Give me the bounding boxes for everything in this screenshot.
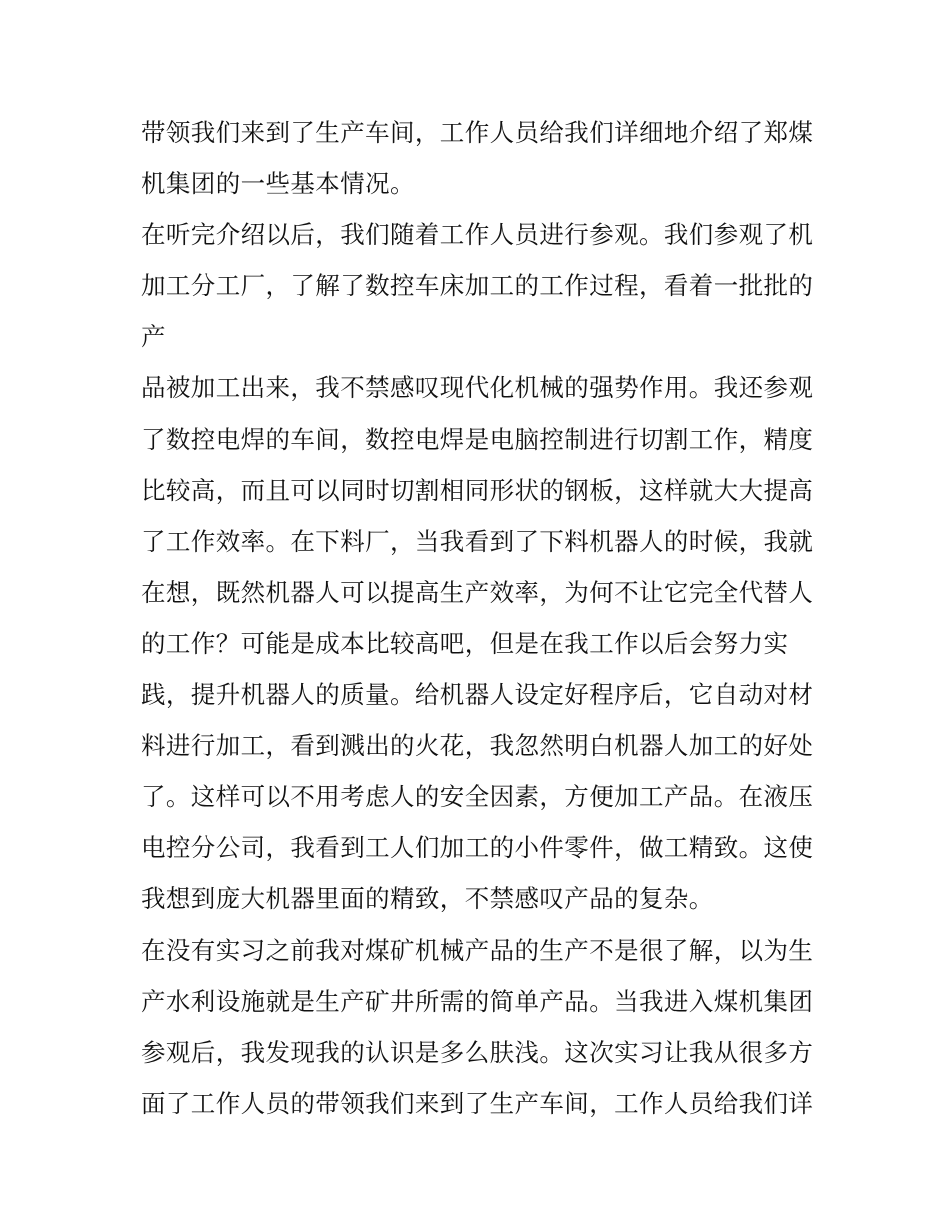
text-line: 电控分公司，我看到工人们加工的小件零件，做工精致。这使 bbox=[141, 833, 814, 863]
text-line: 料进行加工，看到溅出的火花，我忽然明白机器人加工的好处 bbox=[141, 731, 814, 761]
text-line: 的工作？可能是成本比较高吧，但是在我工作以后会努力实 bbox=[141, 628, 789, 658]
text-line: 在没有实习之前我对煤矿机械产品的生产不是很了解，以为生 bbox=[141, 935, 814, 965]
text-line: 品被加工出来，我不禁感叹现代化机械的强势作用。我还参观 bbox=[141, 373, 814, 403]
text-line: 践，提升机器人的质量。给机器人设定好程序后，它自动对材 bbox=[141, 680, 814, 710]
text-line: 面了工作人员的带领我们来到了生产车间，工作人员给我们详 bbox=[141, 1088, 814, 1118]
text-line: 产水利设施就是生产矿井所需的简单产品。当我进入煤机集团 bbox=[141, 986, 814, 1016]
text-line: 机集团的一些基本情况。 bbox=[141, 169, 415, 199]
text-line: 参观后，我发现我的认识是多么肤浅。这次实习让我从很多方 bbox=[141, 1037, 814, 1067]
text-line: 在想，既然机器人可以提高生产效率，为何不让它完全代替人 bbox=[141, 577, 814, 607]
text-line: 了数控电焊的车间，数控电焊是电脑控制进行切割工作，精度 bbox=[141, 424, 814, 454]
text-line: 在听完介绍以后，我们随着工作人员进行参观。我们参观了机 bbox=[141, 220, 814, 250]
text-line: 了工作效率。在下料厂，当我看到了下料机器人的时候，我就 bbox=[141, 526, 814, 556]
text-line: 产 bbox=[141, 322, 166, 352]
text-line: 加工分工厂，了解了数控车床加工的工作过程，看着一批批的 bbox=[141, 271, 814, 301]
text-line: 比较高，而且可以同时切割相同形状的钢板，这样就大大提高 bbox=[141, 475, 814, 505]
text-line: 带领我们来到了生产车间，工作人员给我们详细地介绍了郑煤 bbox=[141, 118, 814, 147]
text-line: 了。这样可以不用考虑人的安全因素，方便加工产品。在液压 bbox=[141, 782, 814, 812]
text-line: 我想到庞大机器里面的精致，不禁感叹产品的复杂。 bbox=[141, 884, 714, 914]
document-body bbox=[141, 107, 821, 1129]
